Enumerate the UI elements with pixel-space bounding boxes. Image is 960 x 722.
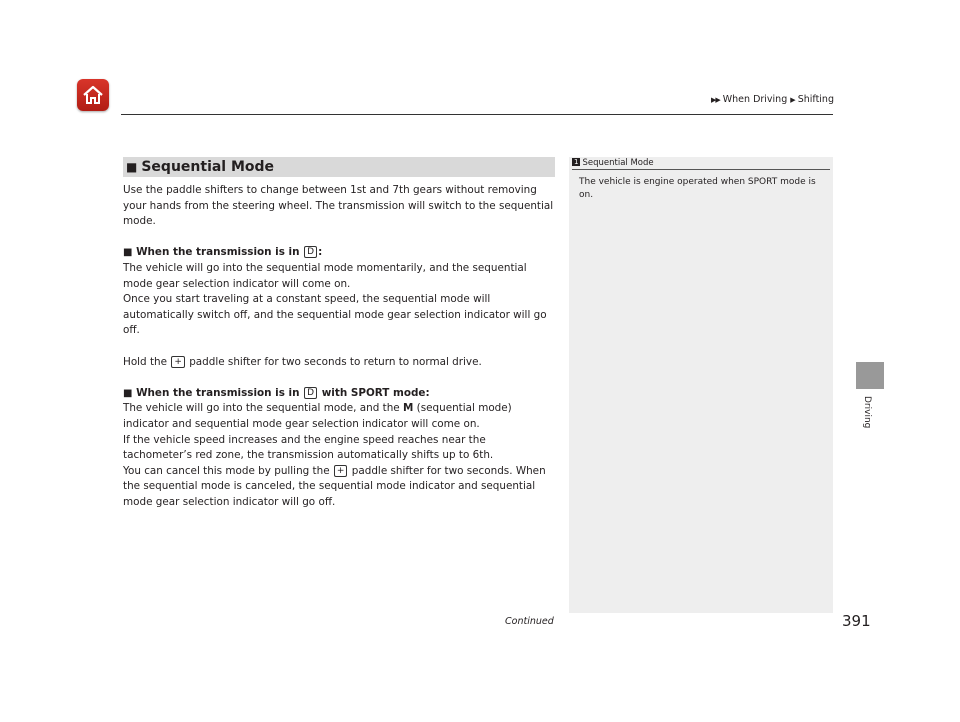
paragraph: If the vehicle speed increases and the engine speed reaches near the tachometer’s red zone, the transmission automatically shifts up to 6th. (123, 433, 494, 462)
header-divider (121, 114, 833, 115)
paragraph: Once you start traveling at a constant speed, the sequential mode will automatically switch off, and the sequential mode gear selection indicator will go off. (123, 293, 547, 337)
square-bullet-icon: ■ (126, 160, 138, 174)
paragraph: You can cancel this mode by pulling the + paddle shifter for two seconds. When the sequential mode is canceled, the sequential mode indicator and sequential mode gear selection indicator will go off. (123, 464, 546, 508)
subheading-d: ■ When the transmission is in D : (123, 246, 323, 259)
page-number: 391 (842, 612, 871, 630)
square-bullet-icon: ■ (123, 387, 133, 399)
plus-paddle-key-icon: + (171, 356, 185, 368)
home-button[interactable] (77, 79, 109, 111)
continued-label: Continued (505, 616, 554, 627)
breadcrumb-item[interactable]: Shifting (797, 94, 834, 105)
intro-paragraph: Use the paddle shifters to change between 1st and 7th gears without removing your hands from the steering wheel. The transmission will switch to the sequential mode. (123, 184, 554, 228)
breadcrumb-item[interactable]: When Driving (722, 94, 788, 105)
chapter-tab[interactable] (856, 362, 884, 389)
sidebar-note-text: The vehicle is engine operated when SPORT mode is on. (579, 177, 816, 200)
square-bullet-icon: ■ (123, 247, 133, 259)
hold-instruction: Hold the + paddle shifter for two seconds to return to normal drive. (123, 355, 482, 368)
section-body (123, 183, 555, 510)
m-indicator-label: M (403, 402, 414, 415)
section-heading (123, 157, 555, 177)
sidebar-note-title: 1 Sequential Mode (572, 158, 830, 170)
gear-d-key-icon: D (304, 387, 317, 399)
breadcrumb (698, 94, 834, 105)
breadcrumb-arrow-icon: ▶▶ (710, 96, 720, 104)
subheading-sport: ■ When the transmission is in D with SPORT mode: (123, 386, 430, 399)
paragraph: The vehicle will go into the sequential mode momentarily, and the sequential mode gear selection indicator will come on. (123, 261, 527, 290)
note-marker-icon: 1 (574, 158, 579, 166)
chapter-tab-label[interactable]: Driving (862, 396, 872, 429)
plus-paddle-key-icon: + (334, 465, 348, 477)
breadcrumb-arrow-icon: ▶ (790, 96, 795, 104)
sidebar-note-box (569, 157, 833, 613)
home-icon (82, 85, 104, 105)
gear-d-key-icon: D (304, 246, 317, 258)
paragraph: The vehicle will go into the sequential mode, and the M (sequential mode) indicator and sequential mode gear selection indicator will come on. (123, 402, 512, 430)
section-title: Sequential Mode (141, 159, 275, 175)
